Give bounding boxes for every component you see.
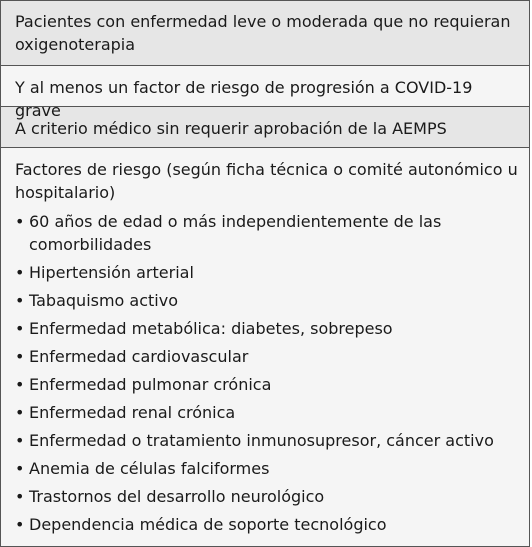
criteria-text: Pacientes con enfermedad leve o moderada que no requieran oxigenoterapia (15, 12, 511, 54)
risk-factor-text: Hipertensión arterial (29, 263, 194, 282)
bullet-icon: • (15, 487, 25, 506)
criteria-text: A criterio médico sin requerir aprobación de la AEMPS (15, 119, 447, 138)
bullet-icon: • (15, 431, 25, 450)
risk-factor-text: Dependencia médica de soporte tecnológico (29, 515, 387, 534)
risk-factor-text: Enfermedad cardiovascular (29, 347, 249, 366)
risk-factor-text: 60 años de edad o más independientemente de las comorbilidades (29, 212, 442, 254)
risk-factor-text: Enfermedad o tratamiento inmunosupresor, cáncer activo (29, 431, 494, 450)
criteria-row-mild-moderate (1, 1, 529, 66)
criteria-row-medical-criteria (1, 107, 529, 148)
risk-factor-text: Enfermedad metabólica: diabetes, sobrepeso (29, 319, 393, 338)
risk-factor-item (15, 457, 521, 480)
risk-factor-item (15, 373, 521, 396)
risk-factors-section (1, 148, 529, 546)
risk-factor-item (15, 401, 521, 424)
risk-factors-intro: Factores de riesgo (según ficha técnica o comité autonómico u hospitalario) (15, 160, 518, 202)
risk-factor-item (15, 317, 521, 340)
bullet-icon: • (15, 347, 25, 366)
risk-factor-item (15, 513, 521, 536)
bullet-icon: • (15, 212, 25, 231)
risk-factor-item (15, 345, 521, 368)
bullet-icon: • (15, 403, 25, 422)
risk-factor-item (15, 485, 521, 508)
risk-factor-item (15, 210, 521, 256)
risk-factor-text: Enfermedad renal crónica (29, 403, 236, 422)
bullet-icon: • (15, 291, 25, 310)
criteria-text: Y al menos un factor de riesgo de progresión a COVID-19 grave (15, 78, 473, 120)
bullet-icon: • (15, 263, 25, 282)
risk-factor-text: Tabaquismo activo (29, 291, 179, 310)
risk-factor-item (15, 289, 521, 312)
bullet-icon: • (15, 515, 25, 534)
criteria-row-risk-factor (1, 66, 529, 120)
bullet-icon: • (15, 459, 25, 478)
risk-factor-item (15, 429, 521, 452)
risk-factor-text: Enfermedad pulmonar crónica (29, 375, 272, 394)
risk-factor-item (15, 261, 521, 284)
bullet-icon: • (15, 319, 25, 338)
bullet-icon: • (15, 375, 25, 394)
risk-factors-list (15, 210, 521, 536)
risk-factor-text: Anemia de células falciformes (29, 459, 270, 478)
risk-factor-text: Trastornos del desarrollo neurológico (29, 487, 325, 506)
